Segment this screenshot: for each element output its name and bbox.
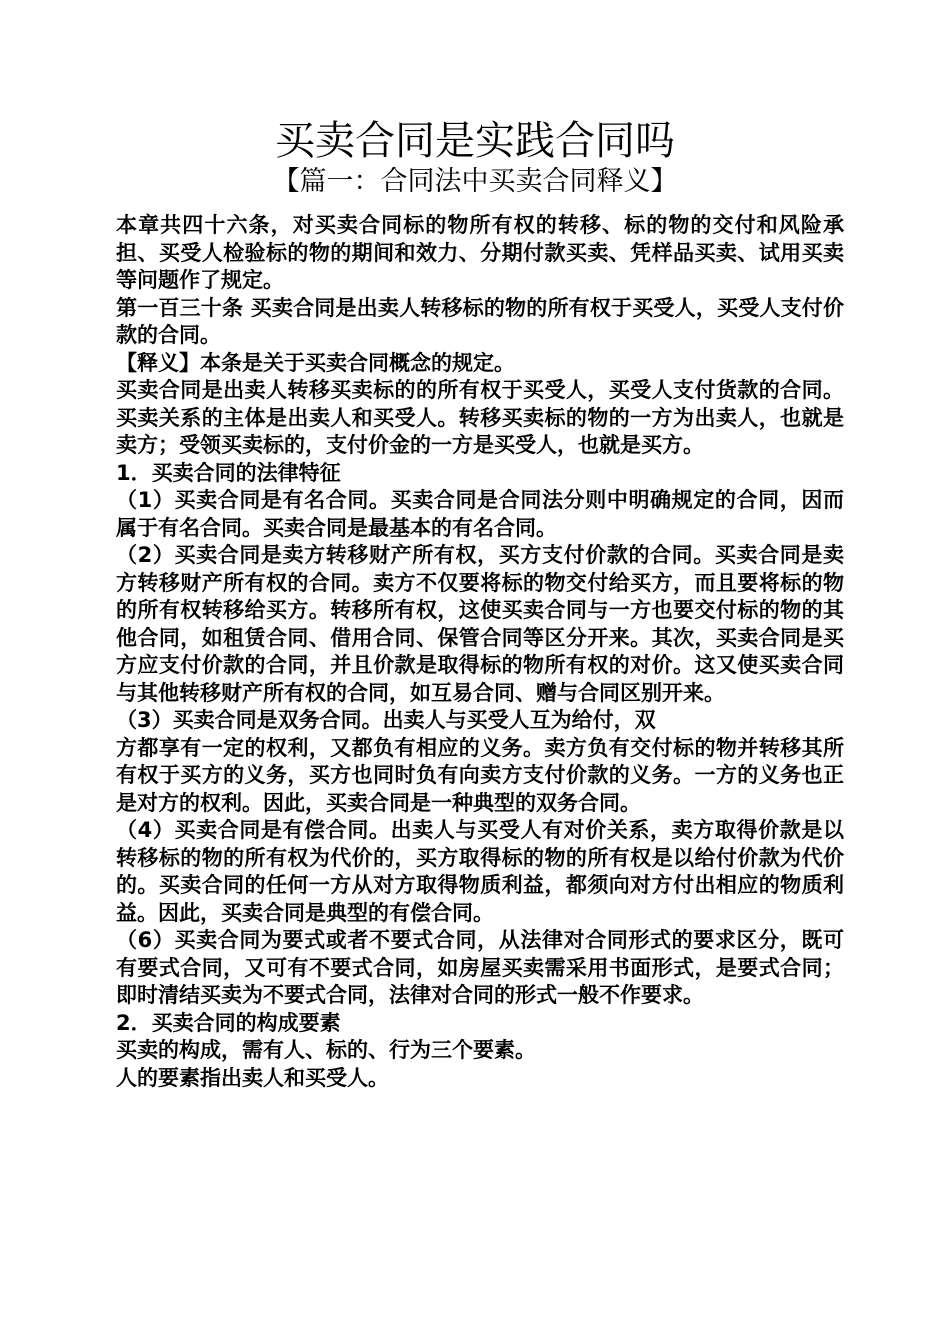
paragraph-person-element: 人的要素指出卖人和买受人。 [116, 1065, 389, 1090]
paragraph-article-130: 第一百三十条 买卖合同是出卖人转移标的物的所有权于买受人，买受人支付价款的合同。 [116, 295, 844, 347]
paragraph-feature-6: （6）买卖合同为要式或者不要式合同，从法律对合同形式的要求区分，既可有要式合同，又可有不要式合同，如房屋买卖需采用书面形式，是要式合同；即时清结买卖为不要式合同，法律对合同的形式一般不作要求。 [116, 928, 844, 1007]
section-heading-elements: 2．买卖合同的构成要素 [116, 1010, 341, 1035]
paragraph-feature-3-rest: 方都享有一定的权利，又都负有相应的义务。卖方负有交付标的物并转移其所有权于买方的义务，买方也同时负有向卖方支付价款的义务。一方的义务也正是对方的权利。因此，买卖合同是一种典型的双务合同。 [116, 735, 844, 815]
paragraph-feature-3-line1: （3）买卖合同是双务合同。出卖人与买受人互为给付，双 [116, 708, 656, 732]
document-title: 买卖合同是实践合同吗 [275, 118, 675, 164]
document-body [116, 212, 844, 1092]
document-subtitle: 【篇一：合同法中买卖合同释义】 [272, 166, 678, 197]
section-heading-legal-features: 1．买卖合同的法律特征 [116, 460, 341, 485]
paragraph-interpretation: 【释义】本条是关于买卖合同概念的规定。 [116, 350, 515, 375]
paragraph-elements: 买卖的构成，需有人、标的、行为三个要素。 [116, 1038, 536, 1062]
paragraph-definition: 买卖合同是出卖人转移买卖标的的所有权于买受人，买受人支付货款的合同。买卖关系的主体是出卖人和买受人。转移买卖标的物的一方为出卖人，也就是卖方；受领买卖标的，支付价金的一方是买受人，也就是买方。 [116, 378, 844, 457]
paragraph-intro: 本章共四十六条，对买卖合同标的物所有权的转移、标的物的交付和风险承担、买受人检验标的物的期间和效力、分期付款买卖、凭样品买卖、试用买卖等问题作了规定。 [116, 213, 844, 292]
paragraph-feature-4: （4）买卖合同是有偿合同。出卖人与买受人有对价关系，卖方取得价款是以转移标的物的所有权为代价的，买方取得标的物的所有权是以给付价款为代价的。买卖合同的任何一方从对方取得物质利益，都须向对方付出相应的物质利益。因此，买卖合同是典型的有偿合同。 [116, 818, 844, 925]
paragraph-feature-2: （2）买卖合同是卖方转移财产所有权，买方支付价款的合同。买卖合同是卖方转移财产所有权的合同。卖方不仅要将标的物交付给买方，而且要将标的物的所有权转移给买方。转移所有权，这使买卖合同与一方也要交付标的物的其他合同，如租赁合同、借用合同、保管合同等区分开来。其次，买卖合同是买方应支付价款的合同，并且价款是取得标的物所有权的对价。这又使买卖合同与其他转移财产所有权的合同，如互易合同、赠与合同区别开来。 [116, 543, 844, 705]
paragraph-feature-1: （1）买卖合同是有名合同。买卖合同是合同法分则中明确规定的合同，因而属于有名合同。买卖合同是最基本的有名合同。 [116, 488, 844, 540]
